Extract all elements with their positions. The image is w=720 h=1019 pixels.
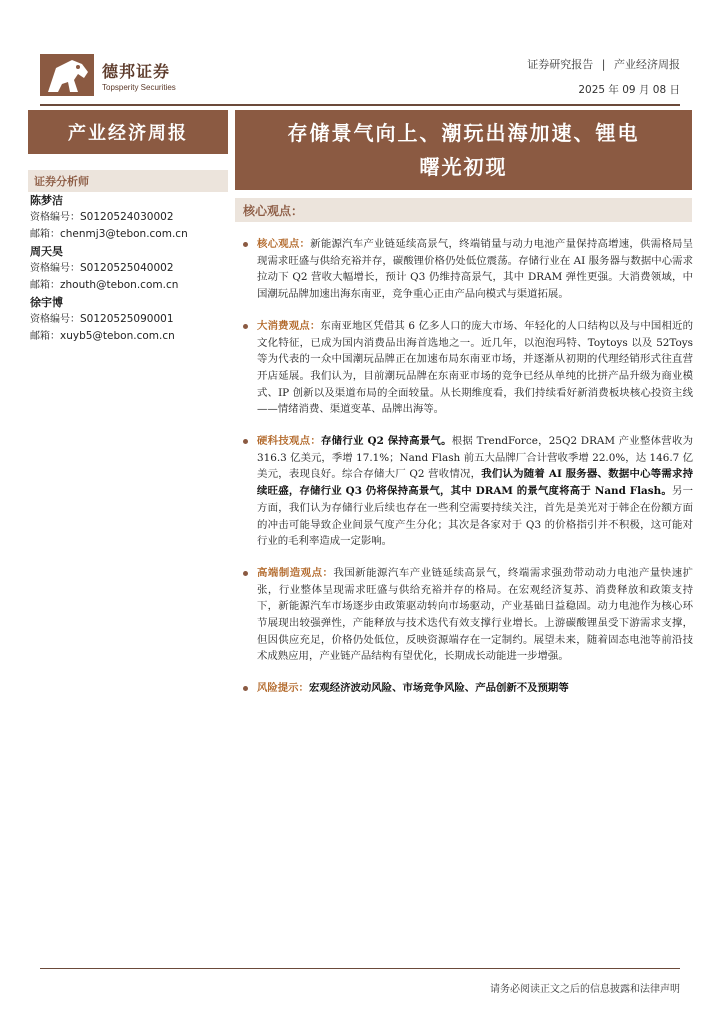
cert-label: 资格编号：	[30, 212, 80, 223]
bullet-icon	[243, 439, 248, 444]
analyst-email[interactable]: xuyb5@tebon.com.cn	[60, 330, 175, 342]
analyst-email[interactable]: chenmj3@tebon.com.cn	[60, 228, 188, 240]
mail-label: 邮箱：	[30, 331, 60, 342]
analyst-block	[28, 295, 228, 345]
paragraph-risk	[243, 680, 693, 697]
paragraph-text: 新能源汽车产业链延续高景气，终端销量与动力电池产量保持高增速，供需格局呈现需求旺盛与供给充裕并存，碳酸锂价格仍处低位震荡。存储行业在 AI 服务器与数据中心需求拉动下 Q2 营收大幅增长，预计 Q3 仍维持高景气，其中 DRAM 弹性更强。大消费领域，中国潮玩品牌加速出海东南亚，竞争重心正由产品向模式与渠道拓展。	[257, 238, 693, 301]
cert-label: 资格编号：	[30, 314, 80, 325]
paragraph-key: 硬科技观点：	[257, 435, 321, 448]
main-content	[243, 236, 693, 712]
cert-number: S0120524030002	[80, 211, 174, 223]
brand-name-cn: 德邦证券	[102, 61, 171, 81]
analyst-block	[28, 193, 228, 243]
company-logo	[38, 50, 188, 100]
analyst-heading: 证券分析师	[28, 170, 228, 192]
cert-number: S0120525090001	[80, 313, 174, 325]
paragraph-text: 东南亚地区凭借其 6 亿多人口的庞大市场、年轻化的人口结构以及与中国相近的文化特征，已成为国内消费品出海首选地之一。近几年，以泡泡玛特、Toytoys 以及 52Toys 等为代表的一众中国潮玩品牌正在加速布局东南亚市场，并逐渐从初期的代理经销形式往直营开店延展。我们认为，目前潮玩品牌在东南亚市场的竞争已经从单纯的比拼产品升级为商业模式、IP 创新以及渠道布局的全面较量。从长期维度看，我们持续看好新消费板块核心投资主线——情绪消费、渠道变革、品牌出海等。	[257, 319, 693, 416]
report-category: 产业经济周报	[614, 58, 680, 71]
core-views-heading: 核心观点：	[235, 198, 692, 222]
footer-divider	[40, 968, 680, 969]
paragraph-hardtech	[243, 433, 693, 550]
paragraph-text: 我国新能源汽车产业链延续高景气，终端需求强劲带动动力电池产量快速扩张，行业整体呈现需求旺盛与供给充裕并存的格局。在宏观经济复苏、消费释放和政策支持下，新能源汽车市场逐步由政策驱动转向市场驱动，产业基础日益稳固。动力电池作为核心环节展现出较强弹性，产能释放与技术迭代有效支撑行业增长。上游碳酸锂虽受下游需求支撑，但因供应充足，价格仍处低位，反映资源端存在一定制约。展望未来，随着固态电池等前沿技术成熟应用，产业链产品结构有望优化，长期成长动能进一步增强。	[257, 566, 694, 663]
paragraph-text: 根据 TrendForce，25Q2 DRAM 产业整体营收为 316.3 亿美元，季增 17.1%；Nand Flash 前五大品牌厂合计营收季增 22.0%，达 146.7 亿美元，表现良好。综合存储大厂 Q2 营收情况，	[257, 435, 694, 481]
header-separator: |	[601, 58, 606, 71]
paragraph-key: 风险提示：	[257, 682, 309, 695]
cert-label: 资格编号：	[30, 263, 80, 274]
paragraph-key: 大消费观点：	[257, 319, 321, 332]
mail-label: 邮箱：	[30, 280, 60, 291]
paragraph-key: 核心观点：	[257, 238, 311, 250]
category-box: 产业经济周报	[28, 110, 228, 154]
report-header-meta	[527, 56, 680, 97]
paragraph-bold: 我们认为随着 AI 服务器、数据中心等需求持续旺盛，存储行业 Q3 仍将保持高景气，其中 DRAM 的景气度将高于 Nand Flash。	[257, 468, 694, 498]
title-line-1: 存储景气向上、潮玩出海加速、锂电	[287, 121, 640, 145]
analyst-name: 陈梦洁	[30, 194, 63, 207]
paragraph-core	[243, 236, 693, 303]
analyst-email[interactable]: zhouth@tebon.com.cn	[60, 279, 179, 291]
mail-label: 邮箱：	[30, 229, 60, 240]
left-sidebar	[28, 110, 228, 345]
brand-name-en: Topsperity Securities	[102, 82, 176, 92]
title-line-2: 曙光初现	[419, 155, 508, 179]
paragraph-consumer	[243, 318, 693, 418]
logo-emblem-icon	[38, 50, 96, 100]
header-divider	[40, 104, 680, 106]
footer-disclaimer: 请务必阅读正文之后的信息披露和法律声明	[490, 984, 680, 995]
paragraph-key: 高端制造观点：	[257, 566, 334, 579]
bullet-icon	[243, 242, 248, 247]
analyst-name: 周天昊	[30, 245, 63, 258]
report-date: 2025 年 09 月 08 日	[578, 84, 680, 96]
bullet-icon	[243, 686, 248, 691]
bullet-icon	[243, 571, 248, 576]
paragraph-manufacturing	[243, 565, 693, 665]
paragraph-text: 另一方面，我们认为存储行业后续也存在一些利空需要持续关注，首先是美光对于韩企在份额方面的冲击可能导致企业间景气度产生分化；其次是各家对于 Q3 的价格指引并不积极，这可能对行业的毛利率造成一定影响。	[257, 485, 693, 548]
cert-number: S0120525040002	[80, 262, 174, 274]
paragraph-bold: 宏观经济波动风险、市场竞争风险、产品创新不及预期等	[308, 682, 569, 695]
bullet-icon	[243, 324, 248, 329]
paragraph-bold: 存储行业 Q2 保持高景气。	[321, 435, 452, 448]
analyst-block	[28, 244, 228, 294]
analyst-name: 徐宇博	[30, 296, 63, 309]
report-type: 证券研究报告	[527, 58, 594, 71]
report-title	[235, 110, 692, 190]
